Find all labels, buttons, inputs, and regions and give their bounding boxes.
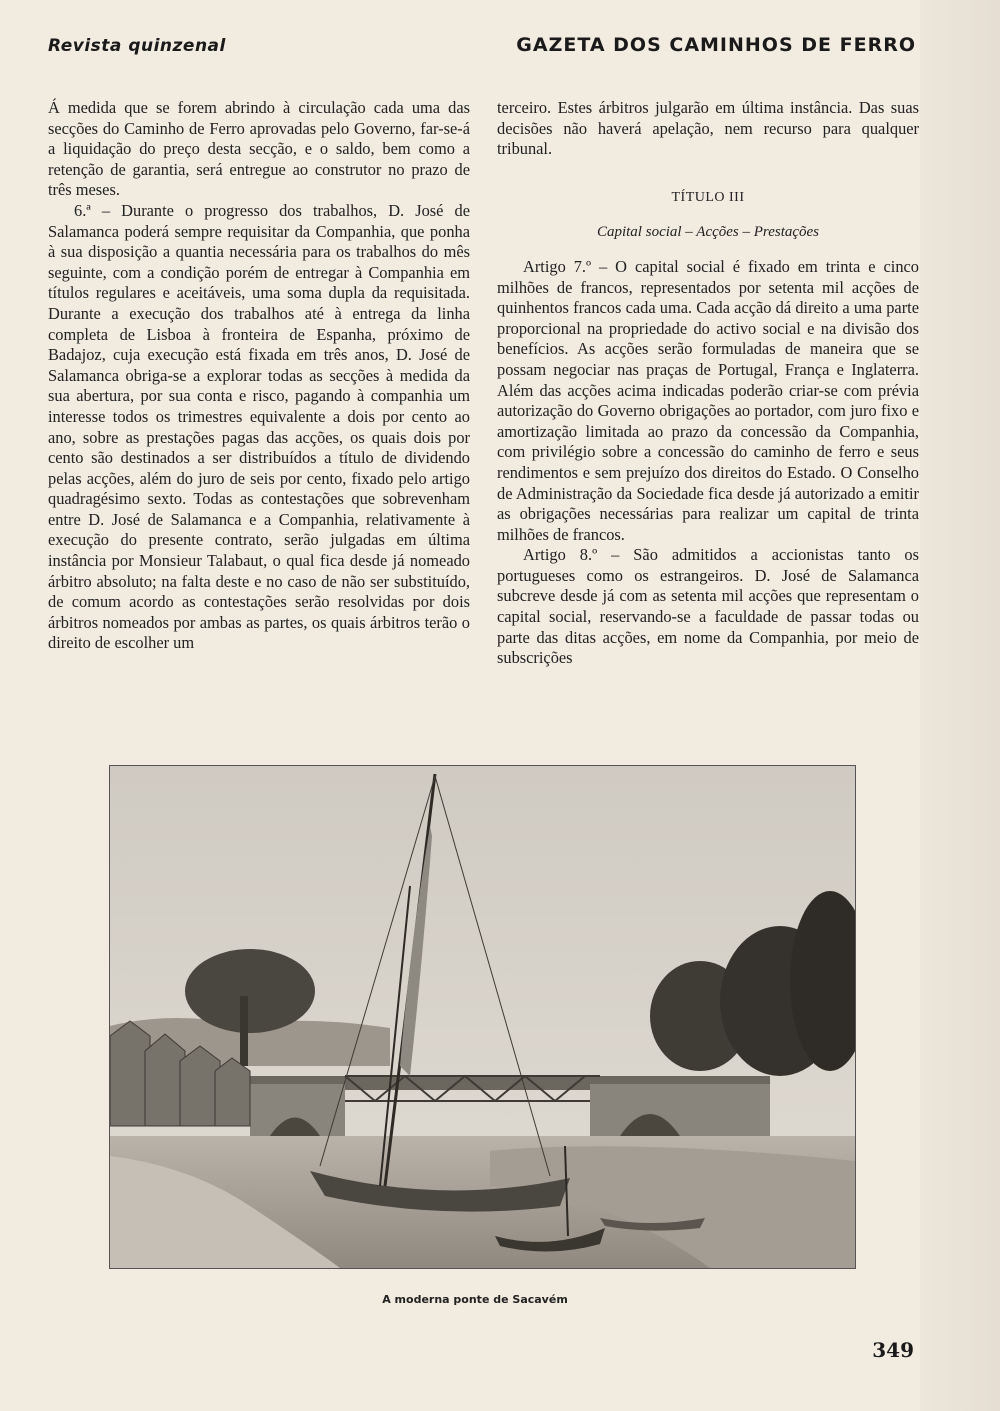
paragraph: terceiro. Estes árbitros julgarão em última instância. Das suas decisões não haverá apelação, nem recurso para qualquer tribunal. (497, 98, 919, 159)
section-subtitle: Capital social – Acções – Prestações (596, 224, 820, 241)
paragraph-article-7: Artigo 7.º – O capital social é fixado em trinta e cinco milhões de francos, representados por setenta mil acções de quinhentos francos cada uma. Cada acção dá direito a uma parte proporcional na propriedade do activo social e na divisão dos benefícios. As acções serão formuladas de maneira que se possam negociar nas praças de Portugal, França e Inglaterra. Além das acções acima indicadas poderão criar-se com prévia autorização do Governo obrigações ao portador, com juro fixo e amortização limitada ao prazo da concessão da Companhia, com privilégio sobre a concessão do caminho de ferro e seus rendimentos e sem prejuízo dos direitos do Estado. O Conselho de Administração da Sociedade fica desde já autorizado a emitir as obrigações necessárias para realizar um capital de trinta milhões de francos. (497, 256, 919, 544)
left-column (48, 98, 470, 654)
right-column (497, 98, 919, 669)
journal-subtitle: Revista quinzenal (48, 36, 226, 56)
page-number: 349 (872, 1338, 914, 1362)
photo-caption: A moderna ponte de Sacavém (382, 1293, 568, 1306)
section-title: TÍTULO III (671, 189, 745, 205)
bridge-photo (109, 765, 856, 1269)
paragraph: 6.ª – Durante o progresso dos trabalhos, D. José de Salamanca poderá sempre requisitar da Companhia, que ponha à sua disposição a quantia necessária para os trabalhos do mês seguinte, com a condição porém de entregar à Companhia em títulos regulares e aceitáveis, uma soma dupla da requisitada. Durante a execução dos trabalhos até à entrega da linha completa de Lisboa à fronteira de Espanha, próximo de Badajoz, cuja execução está fixada em três anos, D. José de Salamanca obriga-se a explorar todas as secções à medida da sua abertura, por sua conta e risco, pagando à companhia um interesse todos os trimestres equivalente a dois por cento ao ano, sobre as prestações pagas das acções, os quais dois por cento são destinados a ser distribuídos a título de dividendo pelas acções, além do juro de seis por cento, fixado pelo artigo quadragésimo sexto. Todas as contestações que sobrevenham entre D. José de Salamanca e a Companhia, relativamente à execução do presente contrato, serão julgadas em última instância por Monsieur Talabaut, o qual fica desde já nomeado árbitro absoluto; na falta deste e no caso de não ser substituído, de comum acordo as contestações serão resolvidas por dois árbitros nomeados por ambas as partes, os quais árbitros terão o direito de escolher um (48, 200, 470, 653)
paragraph: Á medida que se forem abrindo à circulação cada uma das secções do Caminho de Ferro aprovadas pelo Governo, far-se-á a liquidação do preço desta secção, e o saldo, bem como a retenção de garantia, será entregue ao construtor no prazo de três meses. (48, 98, 470, 200)
bridge-photo-illustration (110, 766, 855, 1268)
adjacent-page-strip (920, 0, 1000, 1411)
paragraph-article-8: Artigo 8.º – São admitidos a accionistas tanto os portugueses como os estrangeiros. D. José de Salamanca subcreve desde já com as setenta mil acções que representam o capital social, reservando-se a faculdade de passar todas ou parte das ditas acções, em nome da Companhia, por meio de subscrições (497, 545, 919, 668)
journal-title: GAZETA DOS CAMINHOS DE FERRO (516, 34, 916, 56)
